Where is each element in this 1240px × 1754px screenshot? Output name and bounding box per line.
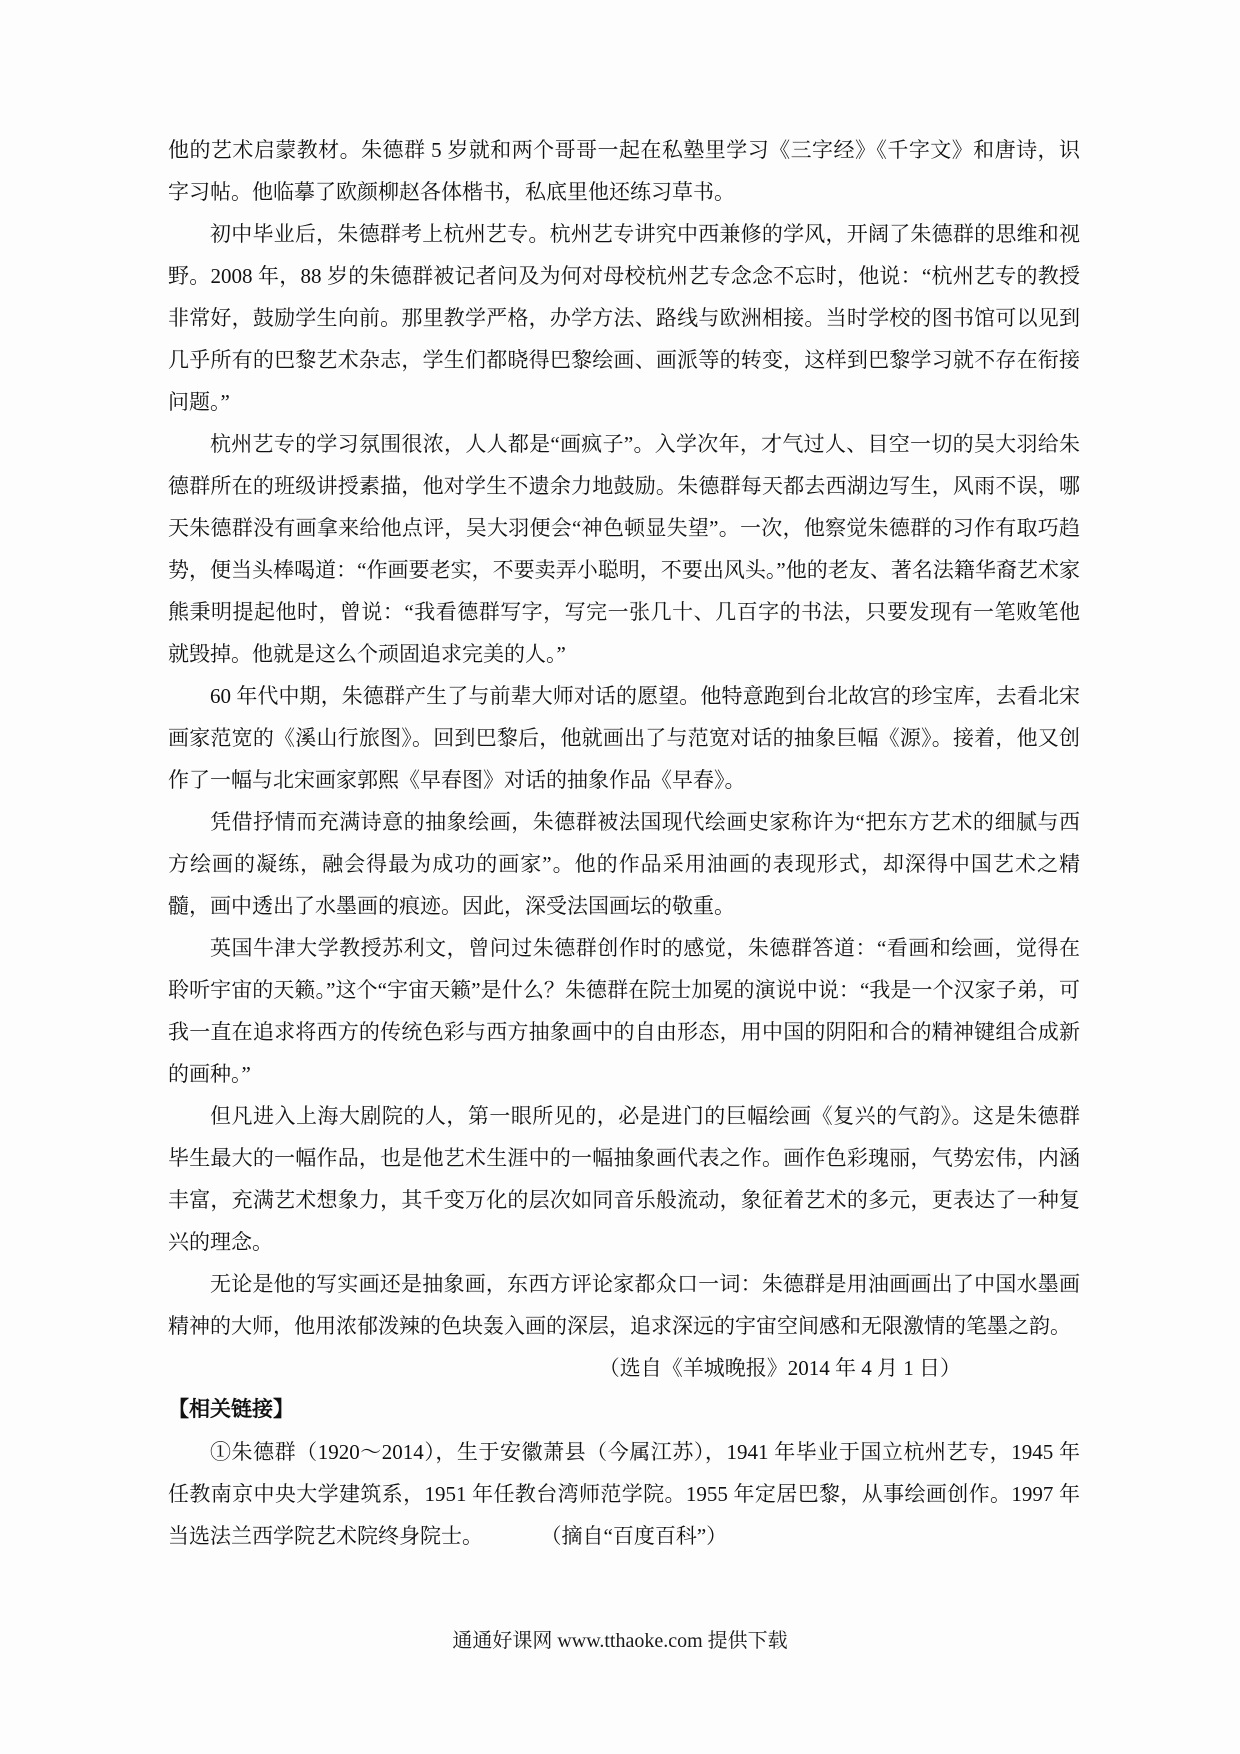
paragraph: 他的艺术启蒙教材。朱德群 5 岁就和两个哥哥一起在私塾里学习《三字经》《千字文》和唐诗，识字习帖。他临摹了欧颜柳赵各体楷书，私底里他还练习草书。 bbox=[168, 138, 1080, 204]
paragraph: 凭借抒情而充满诗意的抽象绘画，朱德群被法国现代绘画史家称许为“把东方艺术的细腻与西方绘画的凝练，融会得最为成功的画家”。他的作品采用油画的表现形式，却深得中国艺术之精髓，画中透出了水墨画的痕迹。因此，深受法国画坛的敬重。 bbox=[168, 810, 1080, 918]
source-citation: （选自《羊城晚报》2014 年 4 月 1 日） bbox=[598, 1356, 961, 1380]
paragraph: 无论是他的写实画还是抽象画，东西方评论家都众口一词：朱德群是用油画画出了中国水墨画精神的大师，他用浓郁泼辣的色块轰入画的深层，追求深远的宇宙空间感和无限激情的笔墨之韵。 bbox=[168, 1272, 1080, 1338]
related-links-note-text: ①朱德群（1920～2014），生于安徽萧县（今属江苏），1941 年毕业于国立杭州艺专，1945 年任教南京中央大学建筑系，1951 年任教台湾师范学院。1955 年定居巴黎，从事绘画创作。1997 年当选法兰西学院艺术院终身院士。 bbox=[168, 1440, 1080, 1548]
paragraph: 但凡进入上海大剧院的人，第一眼所见的，必是进门的巨幅绘画《复兴的气韵》。这是朱德群毕生最大的一幅作品，也是他艺术生涯中的一幅抽象画代表之作。画作色彩瑰丽，气势宏伟，内涵丰富，充满艺术想象力，其千变万化的层次如同音乐般流动，象征着艺术的多元，更表达了一种复兴的理念。 bbox=[168, 1104, 1080, 1254]
paragraph: 英国牛津大学教授苏利文，曾问过朱德群创作时的感觉，朱德群答道：“看画和绘画，觉得在聆听宇宙的天籁。”这个“宇宙天籁”是什么？朱德群在院士加冕的演说中说：“我是一个汉家子弟，可我一直在追求将西方的传统色彩与西方抽象画中的自由形态，用中国的阴阳和合的精神键组合成新的画种。” bbox=[168, 936, 1080, 1086]
paragraph: 杭州艺专的学习氛围很浓，人人都是“画疯子”。入学次年，才气过人、目空一切的吴大羽给朱德群所在的班级讲授素描，他对学生不遗余力地鼓励。朱德群每天都去西湖边写生，风雨不误，哪天朱德群没有画拿来给他点评，吴大羽便会“神色顿显失望”。一次，他察觉朱德群的习作有取巧趋势，便当头棒喝道：“作画要老实，不要卖弄小聪明，不要出风头。”他的老友、著名法籍华裔艺术家熊秉明提起他时，曾说：“我看德群写字，写完一张几十、几百字的书法，只要发现有一笔败笔他就毁掉。他就是这么个顽固追求完美的人。” bbox=[168, 432, 1080, 666]
related-links-attribution: （摘自“百度百科”） bbox=[551, 1524, 728, 1548]
related-links-header: 【相关链接】 bbox=[168, 1398, 294, 1421]
article-body bbox=[168, 129, 1080, 1557]
page-footer: 通通好课网 www.tthaoke.com 提供下载 bbox=[452, 1630, 788, 1652]
paragraph: 初中毕业后，朱德群考上杭州艺专。杭州艺专讲究中西兼修的学风，开阔了朱德群的思维和视野。2008 年，88 岁的朱德群被记者问及为何对母校杭州艺专念念不忘时，他说：“杭州艺专的教授非常好，鼓励学生向前。那里教学严格，办学方法、路线与欧洲相接。当时学校的图书馆可以见到几乎所有的巴黎艺术杂志，学生们都晓得巴黎绘画、画派等的转变，这样到巴黎学习就不存在衔接问题。” bbox=[168, 222, 1080, 414]
paragraph: 60 年代中期，朱德群产生了与前辈大师对话的愿望。他特意跑到台北故宫的珍宝库，去看北宋画家范宽的《溪山行旅图》。回到巴黎后，他就画出了与范宽对话的抽象巨幅《源》。接着，他又创作了一幅与北宋画家郭熙《早春图》对话的抽象作品《早春》。 bbox=[168, 684, 1080, 792]
related-links-note bbox=[168, 1431, 1080, 1557]
article-paragraphs bbox=[168, 129, 1080, 1347]
